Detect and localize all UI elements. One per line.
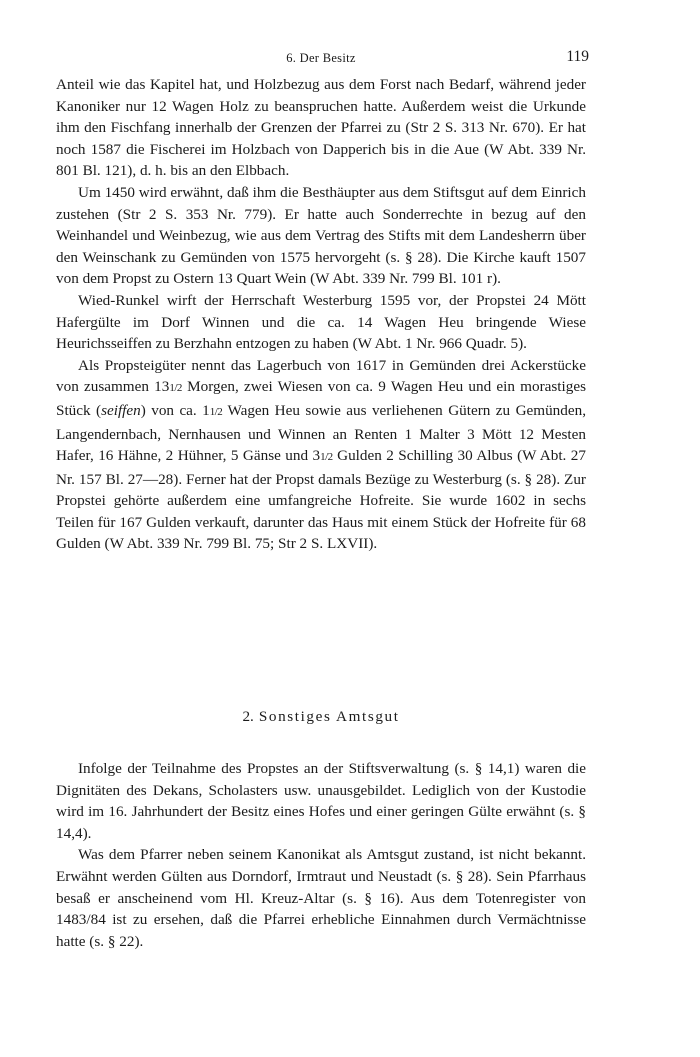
section-text-2 [56, 758, 586, 952]
paragraph-2: Um 1450 wird erwähnt, daß ihm die Besthäupter aus dem Stiftsgut auf dem Einrich zustehen (Str 2 S. 353 Nr. 779). Er hatte auch Sonderrechte in bezug auf den Weinhandel und Weinbezug, wie aus dem Vertrag des Stifts mit dem Landesherrn über den Weinschank zu Gemünden von 1575 hervorgeht (s. § 28). Die Kirche kauft 1507 von dem Propst zu Ostern 13 Quart Wein (W Abt. 339 Nr. 799 Bl. 101 r). [56, 183, 586, 288]
section-heading-number: 2. [242, 708, 254, 725]
fraction-half: 1/2 [169, 382, 182, 395]
book-page [56, 0, 589, 1057]
paragraph-3: Wied-Runkel wirft der Herrschaft Westerburg 1595 vor, der Propstei 24 Mött Hafergülte im Dorf Winnen und die ca. 14 Wagen Heu bringende Wiese Heurichsseiffen zu Berzhahn entzogen zu haben (W Abt. 1 Nr. 966 Quadr. 5). [56, 291, 586, 353]
paragraph-4 [56, 355, 586, 555]
paragraph-4-text-c: ) von ca. 1 [140, 401, 210, 419]
paragraph-5: Infolge der Teilnahme des Propstes an der Stiftsverwaltung (s. § 14,1) waren die Dignitäten des Dekans, Scholasters usw. unausgebildet. Lediglich von der Kustodie wird im 16. Jahrhundert der Besitz eines Hofes und einer geringen Gülte erwähnt (s. § 14,4). [56, 760, 586, 842]
page-number: 119 [566, 48, 589, 65]
paragraph-4-text-d: Wagen Heu sowie aus verliehenen Gütern zu Gemünden, Langendernbach, Nernhausen und Winnen an Renten 1 Malter 3 Mött 12 Mesten Hafer, 16 Hähne, 2 Hühner, 5 Gänse und 3 [56, 401, 587, 465]
fraction-half: 1/2 [209, 405, 223, 418]
paragraph-4-text-e: Gulden 2 Schilling 30 Albus (W Abt. 27 Nr. 157 Bl. 27—28). Ferner hat der Propst damals Bezüge zu Westerburg (s. § 28). Zur Propstei gehörte außerdem eine umfangreiche Hofreite. Sie wurde 1602 in sechs Teilen für 167 Gulden verkauft, darunter das Haus mit einem Stück der Hofreite für 68 Gulden (W Abt. 339 Nr. 799 Bl. 75; Str 2 S. LXVII). [56, 447, 586, 553]
paragraph-1: Anteil wie das Kapitel hat, und Holzbezug aus dem Forst nach Bedarf, während jeder Kanoniker nur 12 Wagen Holz zu beanspruchen hatte. Außerdem weist die Urkunde ihm den Fischfang innerhalb der Grenzen der Pfarrei zu (Str 2 S. 313 Nr. 670). Er hat noch 1587 die Fischerei im Holzbach von Dapperich bis in die Aue (W Abt. 339 Nr. 801 Bl. 121), d. h. bis an den Elbbach. [56, 76, 586, 180]
running-head [56, 48, 589, 70]
section-text-1 [56, 74, 586, 555]
running-title: 6. Der Besitz [286, 51, 356, 65]
italic-term: seiffen [101, 401, 141, 419]
fraction-half: 1/2 [320, 451, 333, 464]
paragraph-4-text-b: Morgen, zwei Wiesen von ca. 9 Wagen Heu und ein morastiges Stück ( [56, 378, 586, 419]
paragraph-4-text-a: Als Propsteigüter nennt das Lagerbuch von 1617 in Gemünden drei Ackerstücke von zusammen 13 [56, 356, 586, 396]
section-heading [56, 708, 586, 726]
section-heading-title: Sonstiges Amtsgut [258, 708, 400, 725]
paragraph-6: Was dem Pfarrer neben seinem Kanonikat als Amtsgut zustand, ist nicht bekannt. Erwähnt werden Gülten aus Dorndorf, Irmtraut und Neustadt (s. § 28). Sein Pfarrhaus besaß er anscheinend vom Hl. Kreuz-Altar (s. § 16). Aus dem Totenregister von 1483/84 ist zu ersehen, daß die Pfarrei erhebliche Einnahmen durch Vermächtnisse hatte (s. § 22). [56, 846, 586, 950]
